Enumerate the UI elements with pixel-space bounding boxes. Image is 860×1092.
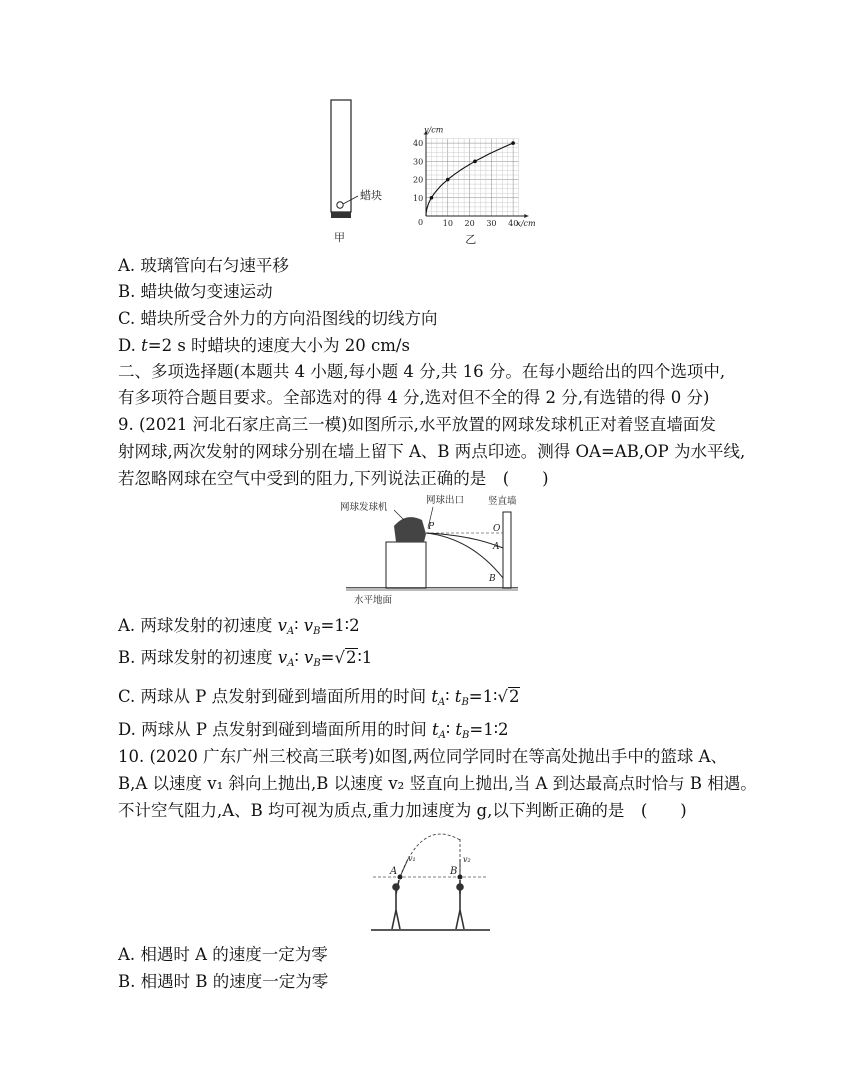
x-tick-label: 40 [508,219,519,228]
section2-line1: 二、多项选择题(本题共 4 小题,每小题 4 分,共 16 分。在每小题给出的四个选项中, [118,362,726,381]
q9-option-c: C. 两球从 P 点发射到碰到墙面所用的时间 $t_A∶$ $t_B=1∶√2$ [118,687,520,708]
tube-stopper [331,212,351,218]
glass-tube [331,100,351,212]
point-o-label: O [493,524,501,534]
q8-option-d-t: t [141,336,148,355]
data-point [511,141,515,145]
data-point [430,196,434,200]
ball-b-label: B [450,866,458,877]
data-point [446,178,450,182]
q8-option-b: B. 蜡块做匀变速运动 [118,282,273,301]
data-point [473,160,477,164]
x-axis-label: x/cm [516,219,536,228]
q9-option-b-ratio: ∶1 [357,648,373,667]
q9-option-d: D. 两球从 P 点发射到碰到墙面所用的时间 $t_A∶$ $t_B=1∶2$ [118,720,509,741]
x-tick-label: 10 [442,219,453,228]
machine-table [386,542,426,588]
student-a [392,880,400,929]
q9-option-d-text: D. 两球从 P 点发射到碰到墙面所用的时间 [118,720,432,739]
ball-b [458,875,463,880]
y-tick-label: 10 [413,193,424,203]
q10-stem-line3: 不计空气阻力,A、B 均可视为质点,重力加速度为 g,以下判断正确的是 ( ) [118,801,687,820]
tube-figure [318,98,388,248]
outlet-label: 网球出口 [426,495,465,506]
x-tick-label: 20 [464,219,475,228]
q9-option-a-text: A. 两球发射的初速度 [118,616,278,635]
q9-option-b: B. 两球发射的初速度 $v_A∶$ $v_B=√2∶1$ [118,648,373,669]
wax-label: 蜡块 [360,189,382,202]
velocity-v1-arrow [400,859,408,877]
y-tick-label: 30 [413,157,424,167]
q8-option-d-text: =2 s 时蜡块的速度大小为 20 cm/s [147,336,410,355]
q10-figure [368,826,493,936]
q9-option-b-root: 2 [346,648,357,667]
q10-stem-line1: 10. (2020 广东广州三校高三联考)如图,两位同学同时在等高处抛出手中的篮球 A、 [118,747,728,766]
q9-option-c-text: C. 两球从 P 点发射到碰到墙面所用的时间 [118,687,432,706]
tube-caption: 甲 [334,231,345,244]
q10-option-a: A. 相遇时 A 的速度一定为零 [118,945,328,964]
q9-option-c-ratio: =1∶ [468,687,498,706]
q9-stem-line1: 9. (2021 河北石家庄高三一模)如图所示,水平放置的网球发球机正对着竖直墙面发 [118,415,716,434]
vertical-wall [503,512,511,588]
v2-label: v₂ [463,855,471,864]
x-axis-arrow [524,214,528,218]
wall-label: 竖直墙 [488,496,517,507]
q8-option-c: C. 蜡块所受合外力的方向沿图线的切线方向 [118,309,438,328]
serving-machine [394,517,426,542]
ball-a [398,875,403,880]
point-b-label: B [489,574,496,584]
student-b [456,880,464,929]
point-p-label: P [428,522,435,532]
q8-option-d [118,334,410,358]
ground-label: 水平地面 [354,595,393,606]
point-a-label: A [493,542,500,552]
q9-figure [336,490,526,608]
q9-stem-line2: 射网球,两次发射的网球分别在墙上留下 A、B 两点印迹。测得 OA=AB,OP 为水平线, [118,442,746,461]
machine-label: 网球发球机 [340,502,388,513]
q8-option-d-prefix: D. [118,336,142,355]
section2-line2: 有多项符合题目要求。全部选对的得 4 分,选对但不全的得 2 分,有选错的得 0 分) [118,388,710,407]
y-axis-label: y/cm [424,125,444,135]
q9-option-d-ratio: =1∶2 [469,720,509,739]
q9-option-a: A. 两球发射的初速度 $v_A∶$ $v_B=1∶2$ [118,616,360,637]
q9-stem-line3: 若忽略网球在空气中受到的阻力,下列说法正确的是 ( ) [118,469,549,488]
trajectory-b [426,533,503,578]
y-tick-label: 40 [413,139,424,149]
x-tick-label: 30 [486,219,497,228]
y-tick-label: 20 [413,175,424,185]
ground-hatch [346,588,518,591]
q10-stem-line2: B,A 以速度 v₁ 斜向上抛出,B 以速度 v₂ 竖直向上抛出,当 A 到达最高点时恰与 B 相遇。 [118,774,757,793]
origin-label: 0 [418,218,424,227]
ball-a-label: A [390,866,398,877]
v1-label: v₁ [408,854,416,863]
position-graph [398,124,538,246]
q9-option-b-text: B. 两球发射的初速度 [118,648,278,667]
q10-option-b: B. 相遇时 B 的速度一定为零 [118,972,329,991]
graph-caption: 乙 [465,233,477,246]
q9-option-c-root: 2 [508,687,520,706]
wax-block [337,202,343,208]
q8-option-a: A. 玻璃管向右匀速平移 [118,256,289,275]
q9-option-a-ratio: =1∶2 [320,616,360,635]
machine-pointer [394,510,404,520]
